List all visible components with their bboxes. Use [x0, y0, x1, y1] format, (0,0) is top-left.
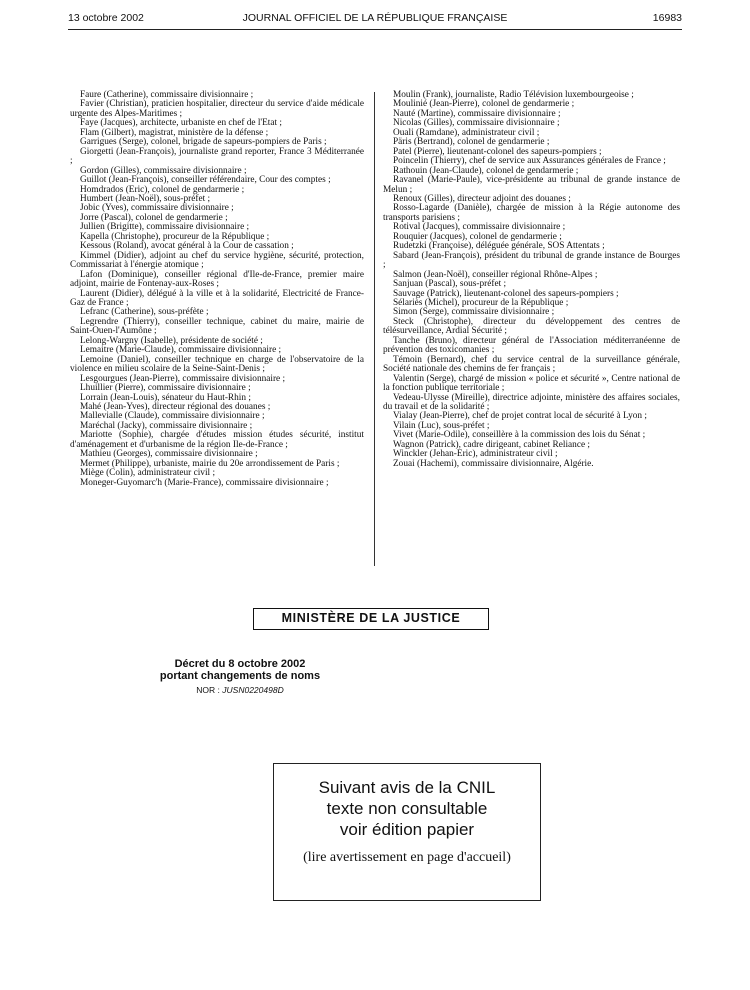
- nominee-entry: Moulinié (Jean-Pierre), colonel de gendarmerie ;: [393, 99, 575, 110]
- nominee-entry: Faye (Jacques), architecte, urbaniste en chef de l'Etat ;: [80, 118, 282, 129]
- nominee-entry: Ravanel (Marie-Paule), vice-présidente au tribunal de grande instance de Melun ;: [383, 175, 680, 195]
- nominee-entry: Témoin (Bernard), chef du service central de la surveillance générale, Société nationale des chemins de fer français ;: [383, 354, 680, 375]
- nominee-entry: Mallevialle (Claude), commissaire divisionnaire ;: [80, 411, 265, 422]
- nominee-entry: Humbert (Jean-Noël), sous-préfet ;: [80, 193, 211, 204]
- decree-title: [120, 658, 360, 682]
- nominee-entry: Zouai (Hachemi), commissaire divisionnaire, Algérie.: [393, 458, 594, 469]
- nominee-entry: Guillot (Jean-François), conseiller référendaire, Cour des comptes ;: [80, 175, 331, 186]
- nominee-entry: Vedeau-Ulysse (Mireille), directrice adjointe, ministère des affaires sociales, du travail et de la solidarité ;: [383, 392, 680, 412]
- nominee-entry: Homdrados (Eric), colonel de gendarmerie ;: [80, 184, 245, 195]
- nominee-entry: Jorre (Pascal), colonel de gendarmerie ;: [80, 212, 228, 223]
- nor-label: NOR :: [196, 685, 220, 695]
- nominee-entry: Gordon (Gilles), commissaire divisionnaire ;: [80, 165, 247, 176]
- issue-date: 13 octobre 2002: [68, 12, 144, 24]
- nominee-entry: Mathieu (Georges), commissaire divisionnaire ;: [80, 449, 258, 460]
- nominee-entry: Rouquier (Jacques), colonel de gendarmerie ;: [393, 231, 562, 242]
- nor-reference: [140, 685, 340, 695]
- nominee-entry: Moneger-Guyomarc'h (Marie-France), commissaire divisionnaire ;: [80, 477, 329, 488]
- nominee-entry: Simon (Serge), commissaire divisionnaire ;: [393, 307, 555, 318]
- nominee-entry: Rathouin (Jean-Claude), colonel de gendarmerie ;: [393, 165, 579, 176]
- nominee-entry: Rotival (Jacques), commissaire divisionnaire ;: [393, 222, 566, 233]
- page-number: 16983: [652, 12, 682, 24]
- nominee-entry: Mahé (Jean-Yves), directeur régional des douanes ;: [80, 401, 271, 412]
- nominee-entry: Lesgourgues (Jean-Pierre), commissaire divisionnaire ;: [80, 373, 286, 384]
- nominee-entry: Vialay (Jean-Pierre), chef de projet contrat local de sécurité à Lyon ;: [393, 411, 647, 422]
- nominee-entry: Giorgetti (Jean-François), journaliste grand reporter, France 3 Méditerranée ;: [70, 146, 364, 167]
- nor-code: JUSN0220498D: [222, 685, 284, 695]
- cnil-line1: Suivant avis de la CNIL: [318, 778, 496, 797]
- nominee-entry: Vivet (Marie-Odile), conseillère à la commission des lois du Sénat ;: [393, 430, 646, 441]
- nominee-entry: Miège (Colin), administrateur civil ;: [80, 468, 216, 479]
- nominee-entry: Kapella (Christophe), procureur de la République ;: [80, 231, 270, 242]
- nominee-entry: Lemoine (Daniel), conseiller technique en charge de l'observatoire de la violence en milieu scolaire de la Seine-Saint-Denis ;: [70, 354, 364, 375]
- nominee-entry: Nauté (Martine), commissaire divisionnaire ;: [393, 108, 561, 119]
- nominee-entry: Vilain (Luc), sous-préfet ;: [393, 420, 490, 431]
- nominee-entry: Mermet (Philippe), urbaniste, mairie du 20e arrondissement de Paris ;: [80, 458, 340, 469]
- journal-title: JOURNAL OFFICIEL DE LA RÉPUBLIQUE FRANÇAISE: [242, 12, 508, 24]
- nominee-entry: Jullien (Brigitte), commissaire divisionnaire ;: [80, 222, 250, 233]
- nominee-entry: Valentin (Serge), chargé de mission « police et sécurité », Centre national de la fonction publique territoriale ;: [383, 373, 680, 394]
- nominee-entry: Päris (Bertrand), colonel de gendarmerie ;: [393, 137, 550, 148]
- nominee-entry: Mariotte (Sophie), chargée d'études mission études sécurité, institut d'aménagement et d'urbanisme de la région Ile-de-France ;: [70, 430, 364, 450]
- nominee-entry: Winckler (Jehan-Eric), administrateur civil ;: [393, 449, 558, 460]
- nominee-entry: Kessous (Roland), avocat général à la Cour de cassation ;: [80, 241, 294, 252]
- nominee-entry: Lorrain (Jean-Louis), sénateur du Haut-Rhin ;: [80, 392, 251, 403]
- decree-title-line2: portant changements de noms: [159, 670, 321, 682]
- nominee-entry: Sabard (Jean-François), président du tribunal de grande instance de Bourges ;: [383, 250, 680, 271]
- nominee-entry: Wagnon (Patrick), cadre dirigeant, cabinet Reliance ;: [393, 439, 590, 450]
- right-column: [383, 91, 680, 469]
- nominee-entry: Lafon (Dominique), conseiller régional d'Ile-de-France, premier maire adjoint, mairie de Fontenay-aux-Roses ;: [70, 269, 364, 290]
- nominee-entry: Sélariès (Michel), procureur de la République ;: [393, 297, 569, 308]
- nominee-entry: Laurent (Didier), délégué à la ville et à la solidarité, Electricité de France-Gaz de France ;: [70, 288, 364, 308]
- nominee-entry: Lefranc (Catherine), sous-préfète ;: [80, 307, 209, 318]
- nominee-entry: Sanjuan (Pascal), sous-préfet ;: [393, 279, 507, 290]
- nominee-entry: Patel (Pierre), lieutenant-colonel des sapeurs-pompiers ;: [393, 146, 602, 157]
- nominee-entry: Poincelin (Thierry), chef de service aux Assurances générales de France ;: [393, 156, 666, 167]
- nominee-entry: Ouali (Ramdane), administrateur civil ;: [393, 127, 540, 138]
- nominee-entry: Nicolas (Gilles), commissaire divisionnaire ;: [393, 118, 560, 129]
- nominee-entry: Rudetzki (Françoise), déléguée générale, SOS Attentats ;: [393, 241, 605, 252]
- page-header: [68, 12, 682, 28]
- cnil-line3: voir édition papier: [339, 820, 475, 839]
- nominee-entry: Maréchal (Jacky), commissaire divisionnaire ;: [80, 420, 253, 431]
- nominee-entry: Lemaitre (Marie-Claude), commissaire divisionnaire ;: [80, 345, 282, 356]
- decree-title-line1: Décret du 8 octobre 2002: [174, 658, 306, 670]
- nominee-entry: Legrendre (Thierry), conseiller technique, cabinet du maire, mairie de Saint-Ouen-l'Aumône ;: [70, 316, 364, 337]
- header-rule: [68, 29, 682, 30]
- nominee-entry: Tanche (Bruno), directeur général de l'Association méditerranéenne de prévention des toxicomanies ;: [383, 335, 680, 356]
- nominee-entry: Favier (Christian), praticien hospitalier, directeur du service d'aide médicale urgente des Alpes-Maritimes ;: [70, 99, 364, 119]
- nominee-entry: Lelong-Wargny (Isabelle), présidente de société ;: [80, 335, 263, 346]
- nominee-entry: Steck (Christophe), directeur du développement des centres de télésurveillance, Ardial Sécurité ;: [383, 316, 680, 337]
- nominee-entry: Flam (Gilbert), magistrat, ministère de la défense ;: [80, 127, 269, 138]
- column-separator: [374, 92, 375, 566]
- cnil-notice-box: [273, 763, 541, 901]
- cnil-note: (lire avertissement en page d'accueil): [303, 850, 511, 865]
- nominee-entry: Sauvage (Patrick), lieutenant-colonel des sapeurs-pompiers ;: [393, 288, 619, 299]
- nominee-entry: Garrigues (Serge), colonel, brigade de sapeurs-pompiers de Paris ;: [80, 137, 327, 148]
- nominee-entry: Lhuillier (Pierre), commissaire divisionnaire ;: [80, 383, 251, 394]
- nominee-entry: Kimmel (Didier), adjoint au chef du service hygiène, sécurité, protection, Commissariat à l'énergie atomique ;: [70, 250, 364, 271]
- nominee-entry: Renoux (Gilles), directeur adjoint des douanes ;: [393, 193, 571, 204]
- cnil-line2: texte non consultable: [326, 799, 488, 818]
- nominee-entry: Salmon (Jean-Noël), conseiller régional Rhône-Alpes ;: [393, 269, 598, 280]
- left-column: [70, 91, 364, 488]
- ministry-heading: MINISTÈRE DE LA JUSTICE: [253, 608, 489, 630]
- nominee-entry: Moulin (Frank), journaliste, Radio Télévision luxembourgeoise ;: [393, 90, 634, 100]
- nominee-entry: Rosso-Lagarde (Danièle), chargée de mission à la Régie autonome des transports parisiens ;: [383, 203, 680, 223]
- nominee-entry: Faure (Catherine), commissaire divisionnaire ;: [80, 90, 254, 100]
- nominee-entry: Jobic (Yves), commissaire divisionnaire ;: [80, 203, 234, 214]
